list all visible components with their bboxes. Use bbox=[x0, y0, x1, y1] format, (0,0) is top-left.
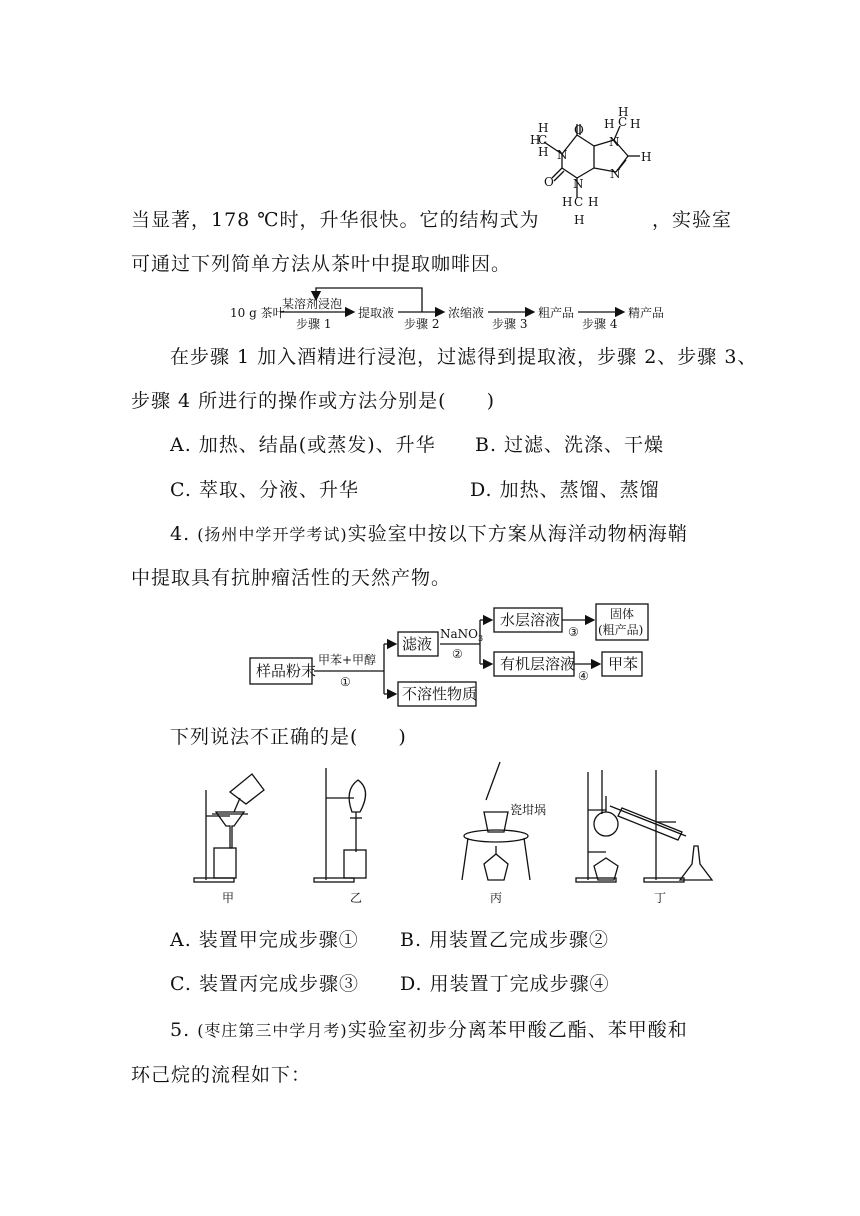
q5-number: 5. bbox=[170, 1019, 191, 1041]
flow2-sample: 样品粉末 bbox=[256, 662, 317, 680]
flow1-step1-bottom: 步骤 1 bbox=[296, 317, 332, 331]
atom-h1: H bbox=[530, 133, 541, 147]
flow2-solid: 固体 bbox=[610, 607, 635, 621]
flow2-reagent: 甲苯+甲醇 bbox=[318, 653, 377, 667]
q4-line2: 中提取具有抗肿瘤活性的天然产物。 bbox=[131, 567, 452, 589]
q5-source: (枣庄第三中学月考) bbox=[197, 1021, 348, 1040]
q3-option-c: C. 萃取、分液、升华 bbox=[170, 479, 359, 501]
atom-h7: H bbox=[641, 150, 652, 164]
caffeine-structure bbox=[522, 106, 662, 230]
flow2-filtrate: 滤液 bbox=[402, 635, 433, 653]
apparatus-ding-label: 丁 bbox=[654, 891, 667, 905]
atom-o2: O bbox=[544, 175, 554, 189]
flow2-step1: ① bbox=[340, 675, 351, 689]
atom-h9: H bbox=[588, 195, 599, 209]
atom-n1: N bbox=[557, 148, 568, 162]
flow2-step4: ④ bbox=[578, 669, 589, 683]
atom-h3: H bbox=[538, 145, 549, 159]
atom-h5: H bbox=[618, 106, 629, 119]
flow2-step3: ③ bbox=[568, 625, 579, 639]
flow2-toluene: 甲苯 bbox=[608, 655, 639, 673]
atom-h2: H bbox=[538, 121, 549, 135]
apparatus-figure bbox=[186, 760, 726, 910]
flow1-step3: 步骤 3 bbox=[492, 317, 528, 331]
atom-n4: N bbox=[610, 167, 621, 181]
q3-option-a: A. 加热、结晶(或蒸发)、升华 bbox=[170, 434, 436, 456]
apparatus-bing-label: 丙 bbox=[490, 891, 503, 905]
atom-h10: H bbox=[574, 213, 585, 227]
para1-line2: 可通过下列简单方法从茶叶中提取咖啡因。 bbox=[131, 253, 512, 275]
atom-n2: N bbox=[573, 177, 584, 191]
flow1-node3: 粗产品 bbox=[538, 306, 575, 320]
flow2-aqueous: 水层溶液 bbox=[500, 611, 561, 629]
atom-h6: H bbox=[630, 117, 641, 131]
atom-h4: H bbox=[604, 117, 615, 131]
flow2-step2: ② bbox=[452, 647, 463, 661]
flow2-nano3-sub: 3 bbox=[478, 634, 484, 643]
apparatus-jia-label: 甲 bbox=[222, 891, 235, 905]
para1-line1-left: 当显著，178 ℃时，升华很快。它的结构式为 bbox=[131, 209, 540, 231]
q4-option-b: B. 用装置乙完成步骤② bbox=[400, 929, 610, 951]
flow1-node1: 提取液 bbox=[358, 306, 395, 320]
atom-h8: H bbox=[562, 195, 573, 209]
sea-squirt-extraction-flow bbox=[244, 600, 674, 712]
flow1-step1-top: 某溶剂浸泡 bbox=[282, 297, 343, 311]
crucible-label: 瓷坩埚 bbox=[510, 803, 547, 817]
atom-n3: N bbox=[609, 135, 620, 149]
q4-question: 下列说法不正确的是( ) bbox=[170, 726, 407, 748]
atom-c3: C bbox=[574, 195, 584, 209]
atom-c1: C bbox=[538, 133, 548, 147]
q4-line1: 实验室中按以下方案从海洋动物柄海鞘 bbox=[347, 523, 688, 545]
q5-line2: 环己烷的流程如下： bbox=[131, 1064, 312, 1086]
flow1-node4: 精产品 bbox=[628, 306, 665, 320]
svg-text:NaNO3 bbox=[440, 627, 483, 643]
flow2-insoluble: 不溶性物质 bbox=[402, 685, 478, 703]
flow2-organic: 有机层溶液 bbox=[500, 655, 576, 673]
q5-line1: 实验室初步分离苯甲酸乙酯、苯甲酸和 bbox=[347, 1019, 688, 1041]
q4-source: (扬州中学开学考试) bbox=[197, 525, 348, 544]
flow1-start: 10 g 茶叶 bbox=[230, 306, 285, 320]
q4-number: 4. bbox=[170, 523, 191, 545]
flow1-node2: 浓缩液 bbox=[448, 306, 485, 320]
para1-line1-right: ，实验室 bbox=[652, 209, 733, 231]
q3-option-d: D. 加热、蒸馏、蒸馏 bbox=[470, 479, 660, 501]
q3-option-b: B. 过滤、洗涤、干燥 bbox=[475, 434, 665, 456]
flow2-nano3: NaNO bbox=[440, 627, 478, 641]
apparatus-yi-label: 乙 bbox=[350, 891, 363, 905]
atom-o1: O bbox=[574, 123, 584, 137]
q4-option-a: A. 装置甲完成步骤① bbox=[170, 929, 359, 951]
tea-extraction-flow bbox=[226, 284, 686, 334]
flow2-solid-note: (粗产品) bbox=[598, 623, 644, 637]
q3-line1: 在步骤 1 加入酒精进行浸泡，过滤得到提取液，步骤 2、步骤 3、 bbox=[170, 346, 758, 368]
q4-option-d: D. 用装置丁完成步骤④ bbox=[400, 973, 610, 995]
flow1-step2: 步骤 2 bbox=[404, 317, 440, 331]
atom-c2: C bbox=[618, 115, 628, 129]
flow1-step4: 步骤 4 bbox=[582, 317, 618, 331]
q3-line2: 步骤 4 所进行的操作或方法分别是( ) bbox=[131, 390, 495, 412]
q4-option-c: C. 装置丙完成步骤③ bbox=[170, 973, 359, 995]
